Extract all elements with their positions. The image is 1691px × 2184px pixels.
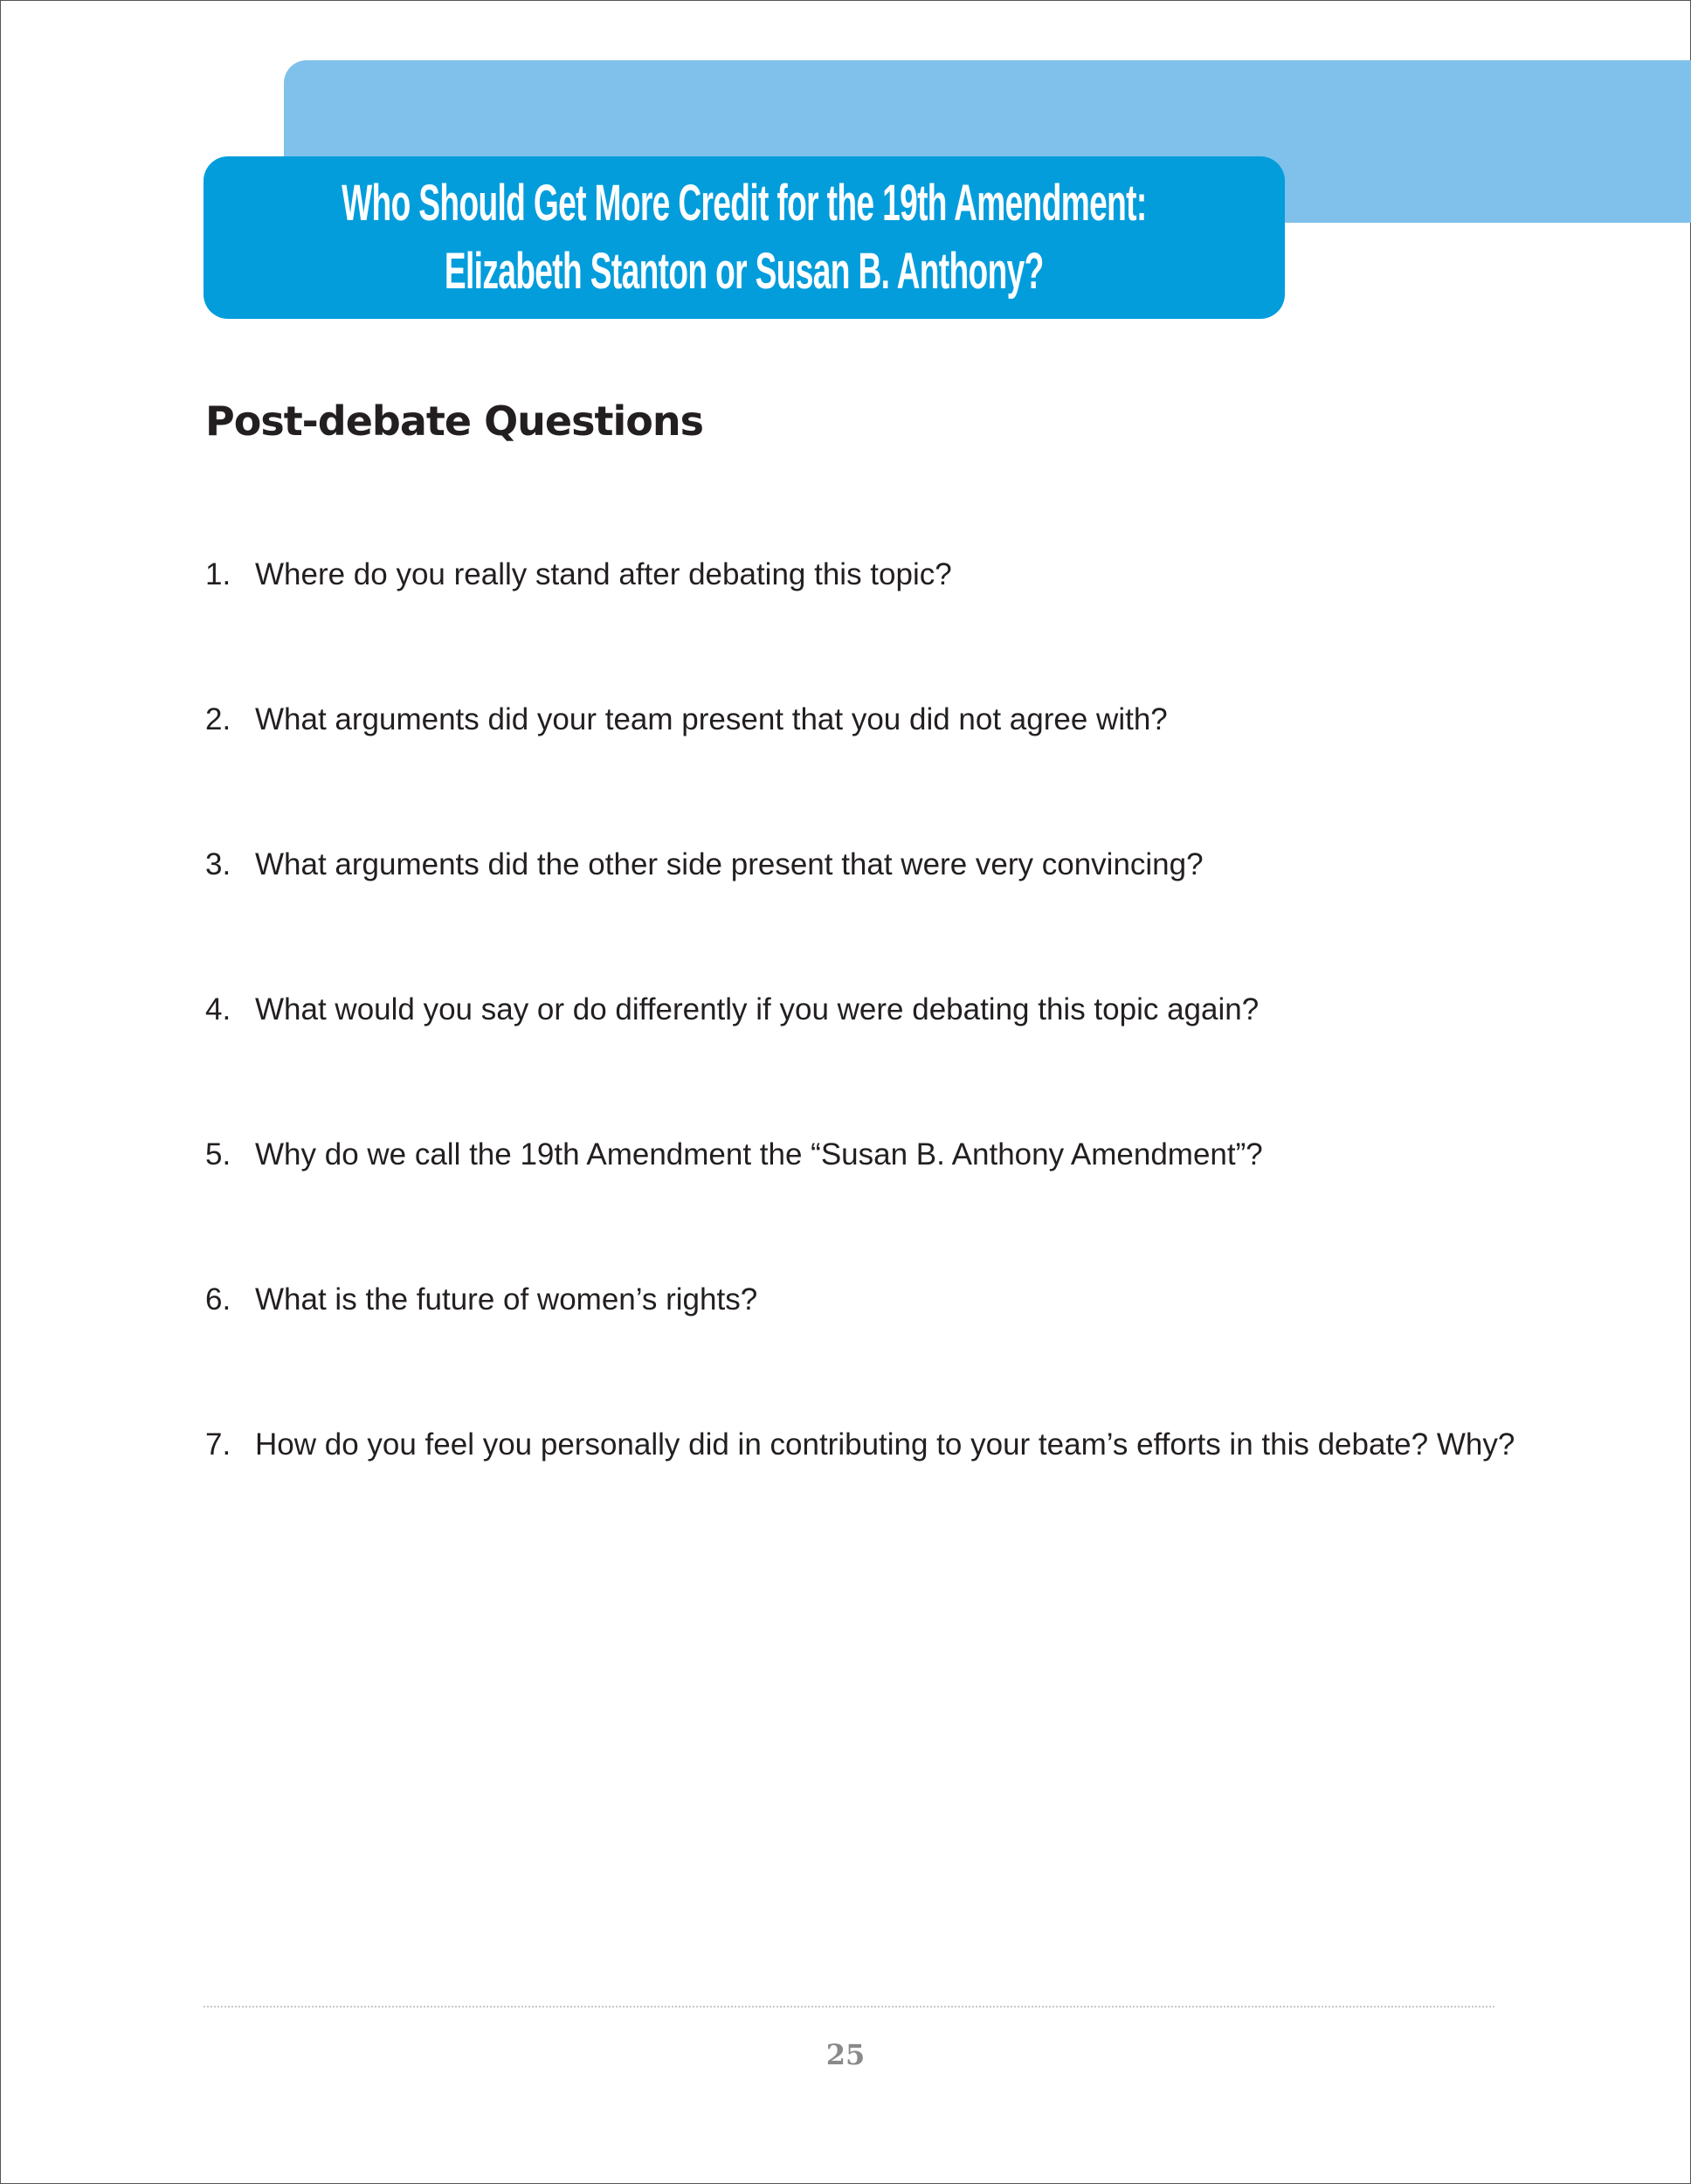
- question-number: 1.: [205, 557, 231, 591]
- question-number: 3.: [205, 847, 231, 881]
- question-text: What arguments did your team present that you did not agree with?: [255, 702, 1168, 736]
- question-number: 5.: [205, 1137, 231, 1171]
- title-banner: [204, 156, 1285, 319]
- question-number: 2.: [205, 702, 231, 736]
- title-line-2: Elizabeth Stanton or Susan B. Anthony?: [445, 243, 1044, 300]
- question-item: [205, 847, 1204, 882]
- question-item: [205, 992, 1259, 1027]
- question-item: [205, 1282, 757, 1317]
- question-item: [205, 1427, 1515, 1462]
- page-number: 25: [825, 2038, 866, 2071]
- question-item: [205, 557, 952, 592]
- question-text: Why do we call the 19th Amendment the “Susan B. Anthony Amendment”?: [255, 1137, 1263, 1171]
- question-text: What would you say or do differently if you were debating this topic again?: [255, 992, 1260, 1026]
- question-item: [205, 1137, 1263, 1172]
- section-heading: Post-debate Questions: [205, 397, 703, 445]
- question-number: 4.: [205, 992, 231, 1026]
- footer-divider: [204, 2006, 1494, 2008]
- question-text: How do you feel you personally did in contributing to your team’s efforts in this debate? Why?: [255, 1427, 1515, 1462]
- question-text: Where do you really stand after debating this topic?: [255, 557, 952, 591]
- title-line-1: Who Should Get More Credit for the 19th Amendment:: [342, 175, 1147, 232]
- question-number: 6.: [205, 1282, 231, 1317]
- question-number: 7.: [205, 1427, 231, 1462]
- question-text: What is the future of women’s rights?: [255, 1282, 758, 1317]
- question-item: [205, 702, 1168, 737]
- question-text: What arguments did the other side present that were very convincing?: [255, 847, 1204, 881]
